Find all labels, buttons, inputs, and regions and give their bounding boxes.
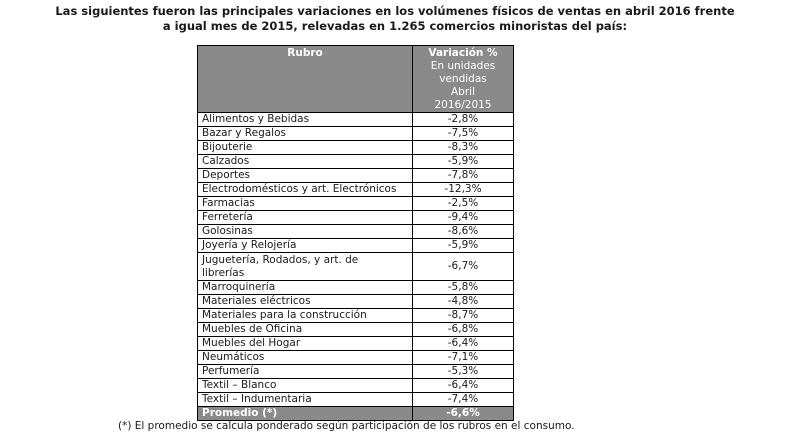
sales-variation-table	[197, 45, 514, 421]
table-row	[198, 127, 514, 141]
rubro-cell: Marroquinería	[198, 281, 413, 295]
header-rubro: Rubro	[198, 46, 413, 113]
variacion-cell: -5,8%	[413, 281, 514, 295]
variacion-cell: -5,9%	[413, 239, 514, 253]
rubro-cell: Deportes	[198, 169, 413, 183]
variacion-cell: -8,3%	[413, 141, 514, 155]
title-line-2: a igual mes de 2015, relevadas en 1.265 comercios minoristas del país:	[162, 19, 628, 33]
variacion-cell: -2,5%	[413, 197, 514, 211]
rubro-cell: Muebles del Hogar	[198, 337, 413, 351]
table-row	[198, 113, 514, 127]
rubro-cell: Textil – Blanco	[198, 379, 413, 393]
rubro-cell: Electrodomésticos y art. Electrónicos	[198, 183, 413, 197]
promedio-label: Promedio (*)	[198, 407, 413, 421]
table-row	[198, 281, 514, 295]
rubro-cell: Materiales para la construcción	[198, 309, 413, 323]
variacion-cell: -5,3%	[413, 365, 514, 379]
table-row	[198, 351, 514, 365]
variacion-cell: -6,7%	[413, 253, 514, 281]
variacion-cell: -5,9%	[413, 155, 514, 169]
header-variacion-sub4: 2016/2015	[434, 99, 492, 111]
variacion-cell: -8,7%	[413, 309, 514, 323]
rubro-cell: Farmacias	[198, 197, 413, 211]
rubro-cell: Neumáticos	[198, 351, 413, 365]
table-row	[198, 155, 514, 169]
rubro-cell: Bijouterie	[198, 141, 413, 155]
table-row	[198, 211, 514, 225]
rubro-cell: Joyería y Relojería	[198, 239, 413, 253]
table-header-row	[198, 46, 514, 113]
table-row	[198, 295, 514, 309]
variacion-cell: -2,8%	[413, 113, 514, 127]
rubro-cell	[198, 253, 413, 281]
header-variacion-sub1: En unidades	[430, 60, 496, 72]
title-line-1: Las siguientes fueron las principales variaciones en los volúmenes físicos de ventas en abril 2016 frente	[55, 4, 735, 18]
rubro-cell: Ferretería	[198, 211, 413, 225]
rubro-cell: Alimentos y Bebidas	[198, 113, 413, 127]
table-row	[198, 365, 514, 379]
table-row	[198, 225, 514, 239]
variacion-cell: -7,4%	[413, 393, 514, 407]
variacion-cell: -4,8%	[413, 295, 514, 309]
table-row	[198, 183, 514, 197]
page-title	[0, 4, 790, 34]
header-variacion-title: Variación %	[428, 47, 498, 59]
table-row	[198, 141, 514, 155]
table-row	[198, 323, 514, 337]
variacion-cell: -12,3%	[413, 183, 514, 197]
rubro-cell: Bazar y Regalos	[198, 127, 413, 141]
footnote: (*) El promedio se calcula ponderado según participación de los rubros en el consumo.	[118, 420, 575, 432]
header-variacion	[413, 46, 514, 113]
variacion-cell: -7,5%	[413, 127, 514, 141]
rubro-cell: Perfumería	[198, 365, 413, 379]
rubro-cell: Textil – Indumentaria	[198, 393, 413, 407]
header-variacion-sub2: vendidas	[439, 73, 487, 85]
table-row	[198, 253, 514, 281]
variacion-cell: -6,4%	[413, 337, 514, 351]
variacion-cell: -7,8%	[413, 169, 514, 183]
rubro-cell-line-1: Juguetería, Rodados, y art. de	[202, 253, 359, 266]
promedio-value: -6,6%	[413, 407, 514, 421]
table-row	[198, 379, 514, 393]
variacion-cell: -7,1%	[413, 351, 514, 365]
table-row	[198, 197, 514, 211]
rubro-cell: Golosinas	[198, 225, 413, 239]
rubro-cell: Muebles de Oficina	[198, 323, 413, 337]
rubro-cell-line-2: librerías	[202, 266, 245, 279]
variacion-cell: -6,8%	[413, 323, 514, 337]
table-row	[198, 309, 514, 323]
table-row	[198, 239, 514, 253]
table-row	[198, 337, 514, 351]
header-variacion-sub3: Abril	[451, 86, 475, 98]
rubro-cell: Materiales eléctricos	[198, 295, 413, 309]
promedio-row	[198, 407, 514, 421]
table-row	[198, 393, 514, 407]
table-row	[198, 169, 514, 183]
variacion-cell: -8,6%	[413, 225, 514, 239]
variacion-cell: -6,4%	[413, 379, 514, 393]
variacion-cell: -9,4%	[413, 211, 514, 225]
rubro-cell: Calzados	[198, 155, 413, 169]
